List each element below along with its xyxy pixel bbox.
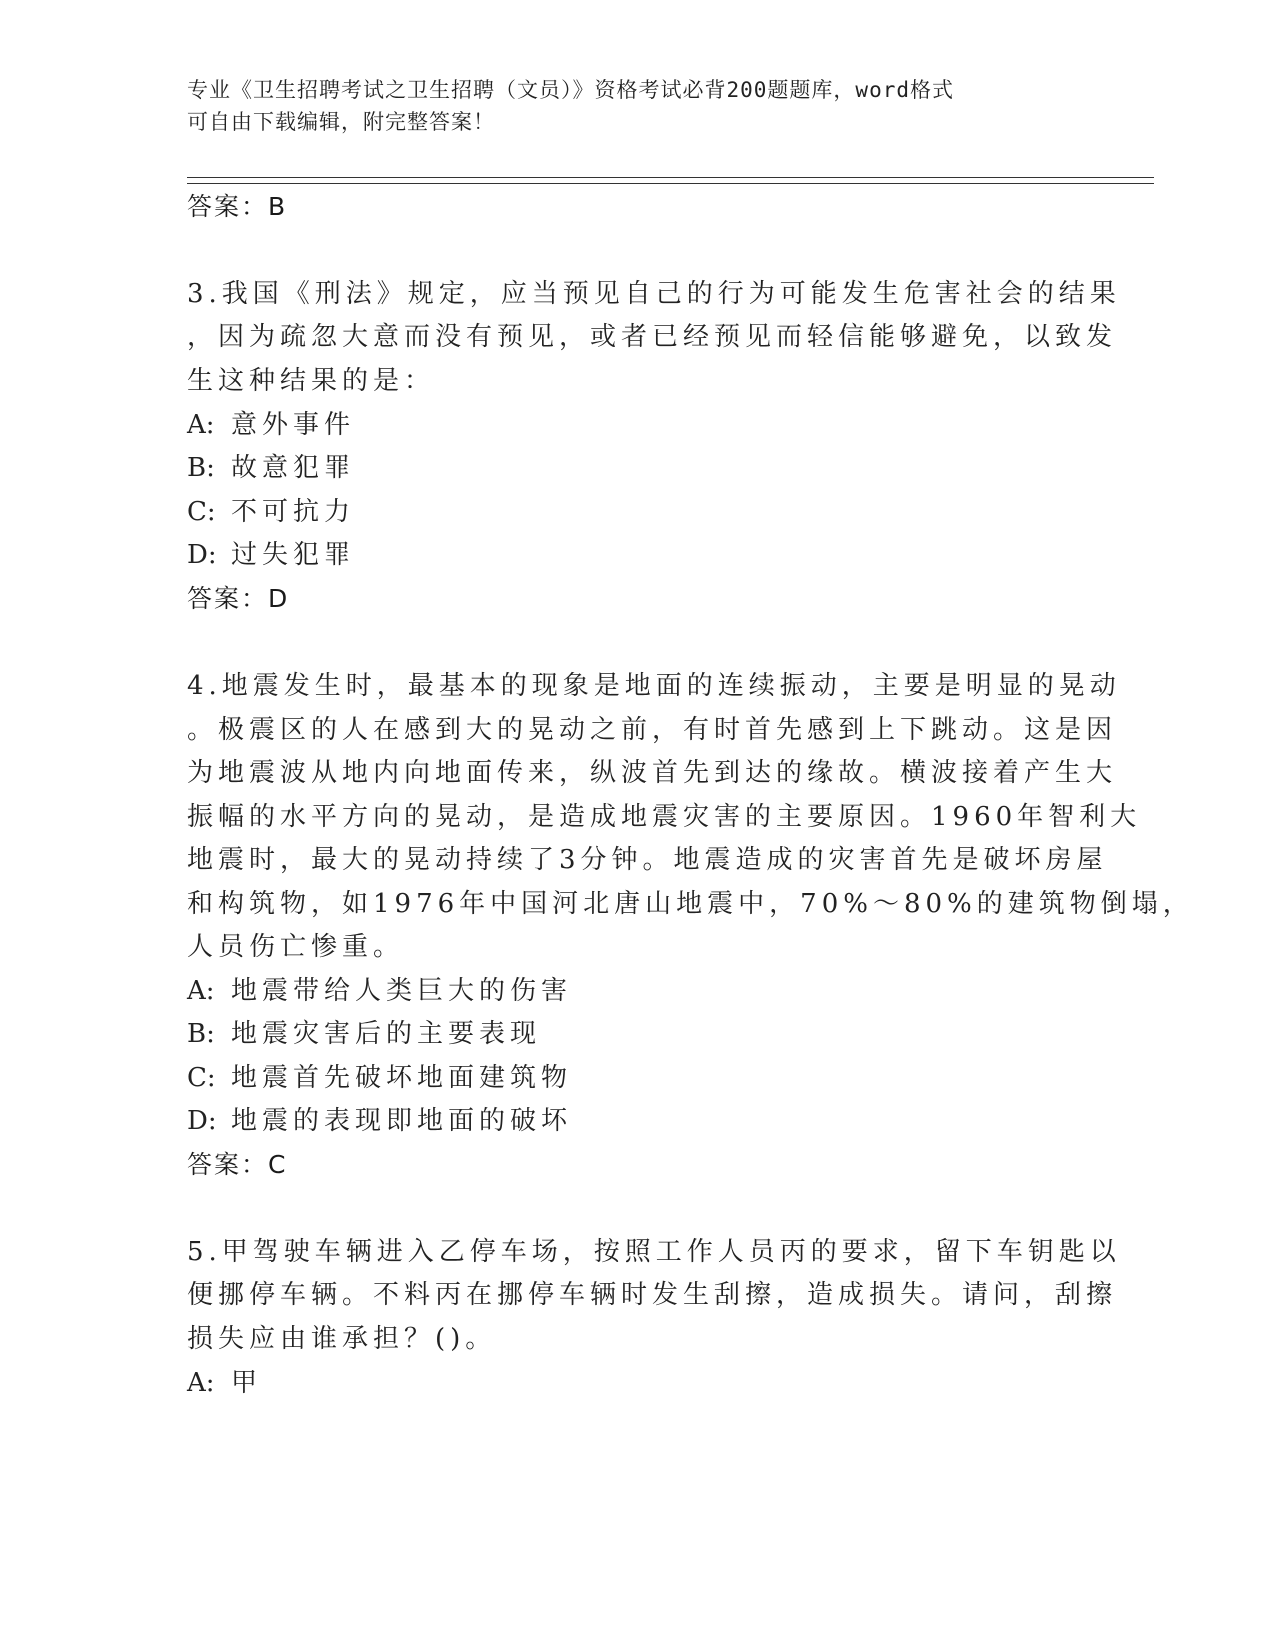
header-line: 专业《卫生招聘考试之卫生招聘（文员）》资格考试必背200题题库，word格式 bbox=[187, 78, 954, 102]
header-line: 可自由下载编辑，附完整答案！ bbox=[187, 110, 495, 134]
answer-q4: 答案：C bbox=[187, 1150, 288, 1179]
question-text-line: ，因为疏忽大意而没有预见，或者已经预见而轻信能够避免，以致发 bbox=[187, 322, 1118, 352]
question-text-line: 和构筑物，如1976年中国河北唐山地震中，70%～80%的建筑物倒塌， bbox=[187, 889, 1194, 919]
option-text: 地震灾害后的主要表现 bbox=[231, 1019, 542, 1049]
question-text-line: 4.地震发生时，最基本的现象是地面的连续振动，主要是明显的晃动 bbox=[187, 671, 1121, 701]
question-text-line: 生这种结果的是： bbox=[187, 366, 436, 396]
option-a bbox=[187, 1362, 262, 1399]
question-text-line: 3.我国《刑法》规定，应当预见自己的行为可能发生危害社会的结果 bbox=[187, 279, 1121, 309]
option-text: 甲 bbox=[231, 1368, 263, 1398]
option-text: 地震的表现即地面的破坏 bbox=[231, 1106, 573, 1136]
question-text-line: 损失应由谁承担？()。 bbox=[187, 1324, 497, 1354]
option-c bbox=[187, 491, 355, 528]
option-text: 地震首先破坏地面建筑物 bbox=[231, 1063, 573, 1093]
question-text-line: 便挪停车辆。不料丙在挪停车辆时发生刮擦，造成损失。请问，刮擦 bbox=[187, 1280, 1118, 1310]
answer-q3: 答案：D bbox=[187, 584, 290, 613]
option-b bbox=[187, 1013, 541, 1050]
option-letter: A: bbox=[187, 1368, 215, 1398]
option-letter: A: bbox=[187, 410, 215, 440]
option-c bbox=[187, 1057, 572, 1094]
option-text: 故意犯罪 bbox=[231, 453, 356, 483]
option-a bbox=[187, 970, 572, 1007]
question-text-line: 振幅的水平方向的晃动，是造成地震灾害的主要原因。1960年智利大 bbox=[187, 802, 1142, 832]
option-a bbox=[187, 404, 355, 441]
option-letter: B: bbox=[187, 453, 215, 483]
option-text: 意外事件 bbox=[231, 410, 356, 440]
option-letter: A: bbox=[187, 976, 215, 1006]
option-text: 地震带给人类巨大的伤害 bbox=[231, 976, 573, 1006]
document-header bbox=[187, 74, 1067, 138]
option-letter: D: bbox=[187, 1106, 217, 1136]
option-text: 过失犯罪 bbox=[231, 540, 356, 570]
question-text-line: 为地震波从地内向地面传来，纵波首先到达的缘故。横波接着产生大 bbox=[187, 758, 1118, 788]
option-d bbox=[187, 1100, 572, 1137]
option-letter: D: bbox=[187, 540, 217, 570]
question-text-line: 地震时，最大的晃动持续了3分钟。地震造成的灾害首先是破坏房屋 bbox=[187, 845, 1108, 875]
option-letter: C: bbox=[187, 497, 216, 527]
question-text-line: 。极震区的人在感到大的晃动之前，有时首先感到上下跳动。这是因 bbox=[187, 715, 1118, 745]
option-d bbox=[187, 534, 355, 571]
answer-q2: 答案：B bbox=[187, 192, 288, 221]
option-letter: C: bbox=[187, 1063, 216, 1093]
question-text-line: 5.甲驾驶车辆进入乙停车场，按照工作人员丙的要求，留下车钥匙以 bbox=[187, 1237, 1121, 1267]
header-divider bbox=[187, 183, 1154, 184]
option-b bbox=[187, 447, 355, 484]
option-letter: B: bbox=[187, 1019, 215, 1049]
question-text-line: 人员伤亡惨重。 bbox=[187, 932, 405, 962]
option-text: 不可抗力 bbox=[231, 497, 356, 527]
header-divider bbox=[187, 177, 1154, 178]
